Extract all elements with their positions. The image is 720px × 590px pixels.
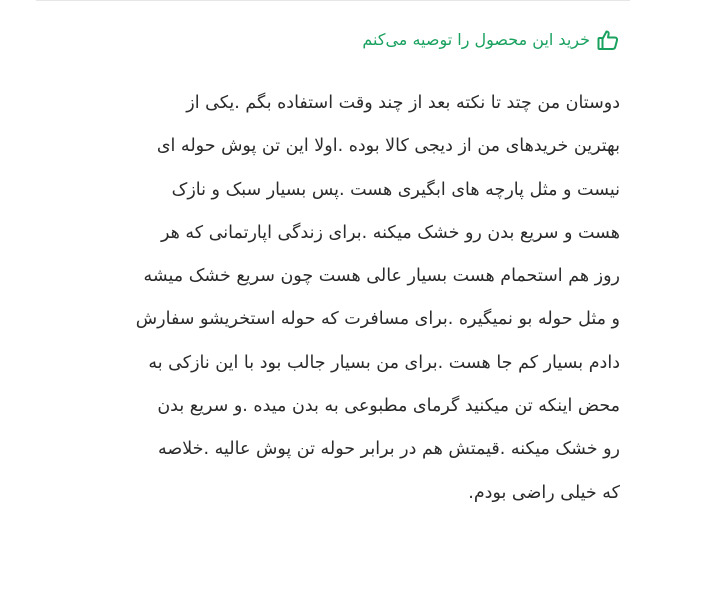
thumbs-up-icon — [596, 28, 620, 52]
recommendation-text: خرید این محصول را توصیه می‌کنم — [362, 30, 590, 49]
review-line: بهترین خریدهای من از دیجی کالا بوده .اولا این تن پوش حوله ای — [156, 136, 620, 157]
review-line: نیست و مثل پارچه های ابگیری هست .پس بسیار سبک و نازک — [171, 179, 620, 200]
recommendation-row — [36, 24, 620, 56]
review-body — [36, 82, 620, 515]
review-line: محض اینکه تن میکنید گرمای مطبوعی به بدن میده .و سریع بدن — [157, 396, 620, 417]
review-card — [36, 24, 620, 515]
review-line: هست و سریع بدن رو خشک میکنه .برای زندگی اپارتمانی که هر — [160, 222, 620, 243]
top-divider — [36, 0, 630, 1]
review-line: که خیلی راضی بودم. — [468, 482, 620, 503]
review-line: رو خشک میکنه .قیمتش هم در برابر حوله تن پوش عالیه .خلاصه — [158, 439, 620, 460]
review-line: روز هم استحمام هست بسیار عالی هست چون سریع خشک میشه — [143, 266, 620, 287]
review-line: دادم بسیار کم جا هست .برای من بسیار جالب بود با این نازکی به — [148, 352, 620, 373]
review-line: دوستان من چتد تا نکته بعد از چند وقت استفاده بگم .یکی از — [186, 93, 620, 113]
review-line: و مثل حوله بو نمیگیره .برای مسافرت که حوله استخریشو سفارش — [135, 309, 620, 330]
